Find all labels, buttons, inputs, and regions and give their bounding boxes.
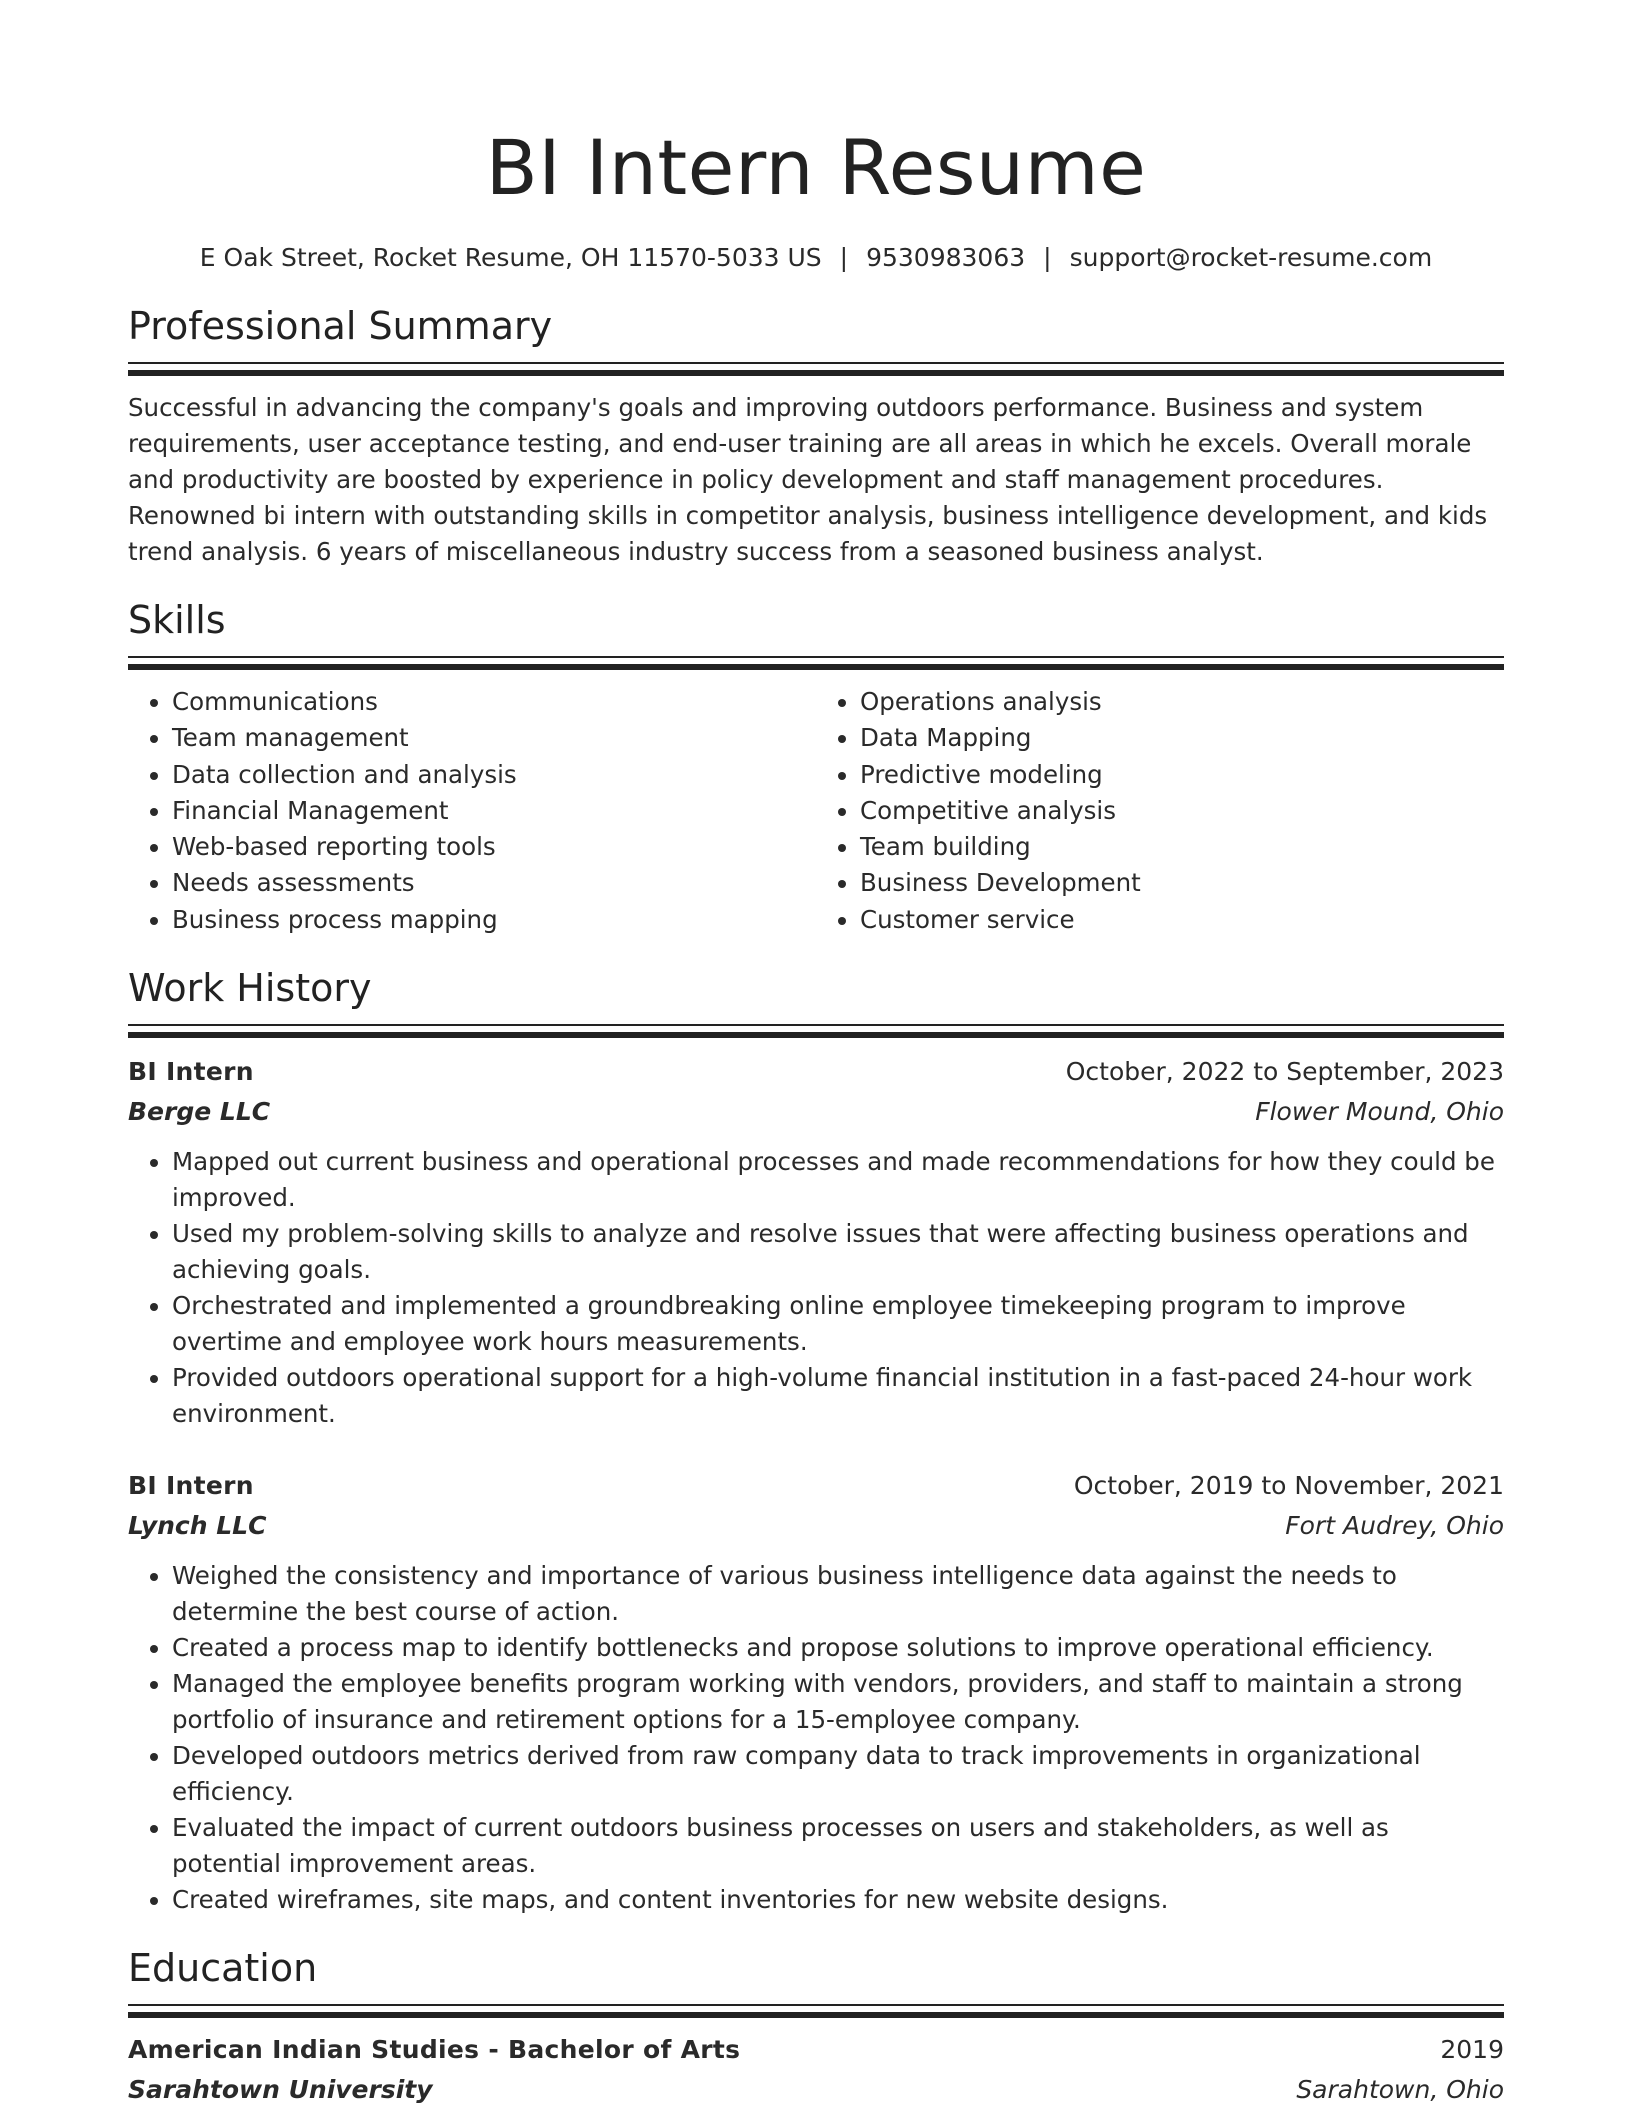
section-title-work-history: Work History xyxy=(128,966,372,1011)
skill-item: • Predictive modeling xyxy=(860,757,1504,793)
section-divider xyxy=(128,656,1504,670)
education-entry xyxy=(128,2030,1504,2110)
job-title: BI Intern xyxy=(128,1057,254,1087)
summary-section xyxy=(128,302,1504,570)
job-title: BI Intern xyxy=(128,1471,254,1501)
job-entry xyxy=(128,1052,1504,1432)
summary-text: Successful in advancing the company's goals and improving outdoors performance. Business and system requirements, user acceptance testing, and end-user training are all areas in which he excels. Overall morale and productivity are boosted by experience in policy development and staff management procedures. Renowned bi intern with outstanding skills in competitor analysis, business intelligence development, and kids trend analysis. 6 years of miscellaneous industry success from a seasoned business analyst. xyxy=(128,393,1488,566)
skills-list-left xyxy=(128,684,816,938)
contact-line xyxy=(128,240,1504,276)
section-title-summary: Professional Summary xyxy=(128,304,553,348)
skill-item: • Operations analysis xyxy=(860,684,1504,720)
section-divider xyxy=(128,362,1504,376)
job-bullet: • Weighed the consistency and importance of various business intelligence data against the needs to determine the best course of action. xyxy=(172,1558,1504,1630)
resume-name: BI Intern Resume xyxy=(485,123,1147,212)
section-divider xyxy=(128,2004,1504,2018)
education-header-row xyxy=(128,2030,1504,2070)
job-bullet: • Managed the employee benefits program working with vendors, providers, and staff to maintain a strong portfolio of insurance and retirement options for a 15-employee company. xyxy=(172,1666,1504,1738)
section-title-skills: Skills xyxy=(128,598,226,642)
job-dates: October, 2019 to November, 2021 xyxy=(1073,1471,1504,1501)
skills-section xyxy=(128,596,1504,938)
skills-list-right xyxy=(816,684,1504,938)
education-year: 2019 xyxy=(1440,2035,1504,2065)
job-bullet: • Developed outdoors metrics derived from raw company data to track improvements in organizational efficiency. xyxy=(172,1738,1504,1810)
education-school: Sarahtown University xyxy=(128,2075,433,2105)
skill-item: • Data collection and analysis xyxy=(172,757,816,793)
job-entry xyxy=(128,1466,1504,1918)
job-bullet: • Orchestrated and implemented a groundbreaking online employee timekeeping program to improve overtime and employee work hours measurements. xyxy=(172,1288,1504,1360)
job-dates: October, 2022 to September, 2023 xyxy=(1065,1057,1504,1087)
skill-item: • Customer service xyxy=(860,902,1504,938)
skill-item: • Team management xyxy=(172,720,816,756)
skill-item: • Business Development xyxy=(860,865,1504,901)
job-company: Lynch LLC xyxy=(128,1511,267,1541)
job-header-row xyxy=(128,1052,1504,1092)
job-bullet: • Provided outdoors operational support for a high-volume financial institution in a fast-paced 24-hour work environment. xyxy=(172,1360,1504,1432)
contact-phone: 9530983063 xyxy=(866,243,1026,272)
job-location: Fort Audrey, Ohio xyxy=(1285,1511,1504,1541)
contact-email[interactable]: support@rocket-resume.com xyxy=(1069,243,1433,272)
skill-item: • Team building xyxy=(860,829,1504,865)
job-company-row xyxy=(128,1092,1504,1132)
education-degree: American Indian Studies - Bachelor of Arts xyxy=(128,2035,741,2065)
job-bullets xyxy=(128,1558,1504,1918)
education-school-row xyxy=(128,2070,1504,2110)
job-bullet: • Evaluated the impact of current outdoors business processes on users and stakeholders, as well as potential improvement areas. xyxy=(172,1810,1504,1882)
skill-item: • Competitive analysis xyxy=(860,793,1504,829)
education-section xyxy=(128,1944,1504,2110)
work-history-section xyxy=(128,964,1504,1918)
contact-address: E Oak Street, Rocket Resume, OH 11570-5033 US xyxy=(199,243,822,272)
job-bullet: • Used my problem-solving skills to analyze and resolve issues that were affecting business operations and achieving goals. xyxy=(172,1216,1504,1288)
job-header-row xyxy=(128,1466,1504,1506)
skill-item: • Data Mapping xyxy=(860,720,1504,756)
skills-columns xyxy=(128,684,1504,938)
education-location: Sarahtown, Ohio xyxy=(1296,2075,1504,2105)
skill-item: • Web-based reporting tools xyxy=(172,829,816,865)
job-location: Flower Mound, Ohio xyxy=(1255,1097,1504,1127)
job-bullets xyxy=(128,1144,1504,1432)
skill-item: • Business process mapping xyxy=(172,902,816,938)
job-bullet: • Mapped out current business and operational processes and made recommendations for how they could be improved. xyxy=(172,1144,1504,1216)
section-title-education: Education xyxy=(128,1946,318,1991)
job-bullet: • Created wireframes, site maps, and content inventories for new website designs. xyxy=(172,1882,1504,1918)
job-company: Berge LLC xyxy=(128,1097,271,1127)
job-bullet: • Created a process map to identify bottlenecks and propose solutions to improve operational efficiency. xyxy=(172,1630,1504,1666)
contact-separator: | xyxy=(1043,243,1052,272)
skill-item: • Communications xyxy=(172,684,816,720)
job-company-row xyxy=(128,1506,1504,1546)
skill-item: • Financial Management xyxy=(172,793,816,829)
skill-item: • Needs assessments xyxy=(172,865,816,901)
section-divider xyxy=(128,1024,1504,1038)
contact-separator: | xyxy=(839,243,849,272)
